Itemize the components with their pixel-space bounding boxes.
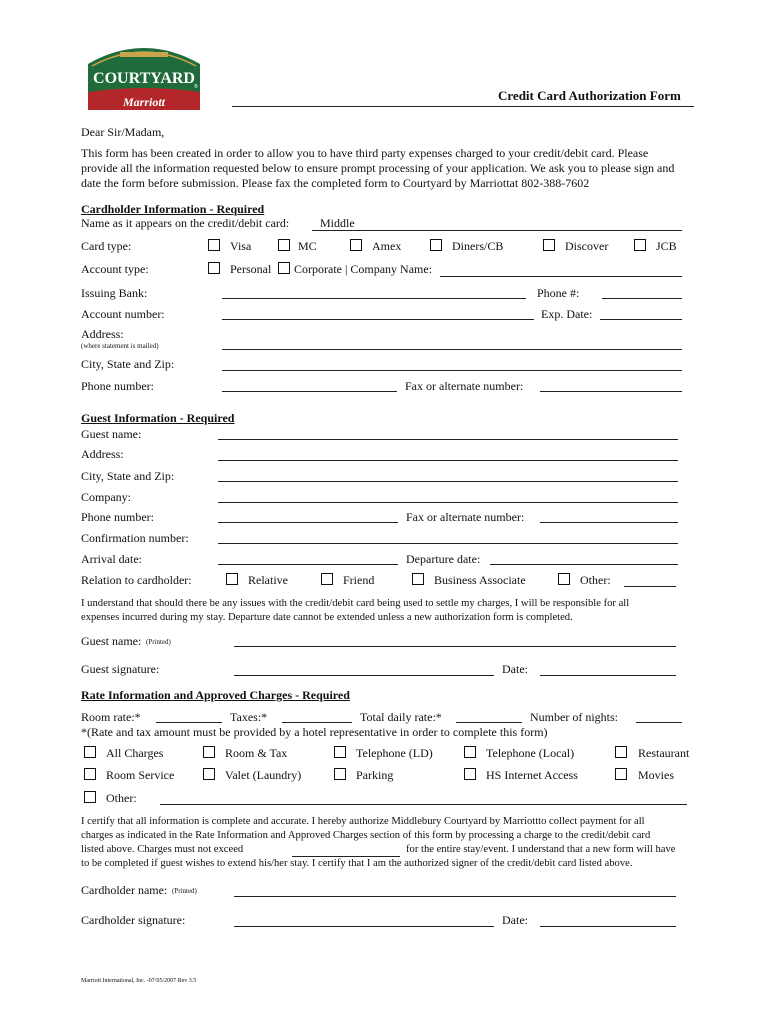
header-rule xyxy=(232,106,694,107)
room-rate-field[interactable] xyxy=(156,722,222,723)
arrival-field[interactable] xyxy=(218,564,398,565)
cardholder-date-label: Date: xyxy=(502,913,528,927)
cardholder-city-field[interactable] xyxy=(222,370,682,371)
certify-line4: to be completed if guest wishes to extend his/her stay. I certify that I am the authorized signer of the credit/debit card listed above. xyxy=(81,858,633,869)
cardholder-signature-label: Cardholder signature: xyxy=(81,913,186,927)
certify-line2: charges as indicated in the Rate Information and Approved Charges section of this form by processing a charge to the credit/debit card xyxy=(81,830,651,841)
certify-line3b: for the entire stay/event. I understand that a new form will have xyxy=(406,844,676,855)
charge-all-checkbox[interactable] xyxy=(84,746,96,758)
guest-fax-field[interactable] xyxy=(540,522,678,523)
cardholder-address-label: Address: xyxy=(81,327,124,341)
card-type-jcb-label: JCB xyxy=(656,239,677,253)
card-type-mc-checkbox[interactable] xyxy=(278,239,290,251)
relation-business-checkbox[interactable] xyxy=(412,573,424,585)
company-name-field[interactable] xyxy=(440,276,682,277)
guest-city-label: City, State and Zip: xyxy=(81,469,175,483)
account-type-label: Account type: xyxy=(81,262,149,276)
guest-company-field[interactable] xyxy=(218,502,678,503)
exp-date-label: Exp. Date: xyxy=(541,307,593,321)
guest-date-label: Date: xyxy=(502,662,528,676)
relation-label: Relation to cardholder: xyxy=(81,573,192,587)
charge-movies-label: Movies xyxy=(638,768,674,782)
relation-relative-label: Relative xyxy=(248,573,288,587)
cardholder-fax-label: Fax or alternate number: xyxy=(405,379,524,393)
card-type-discover-label: Discover xyxy=(565,239,609,253)
relation-business-label: Business Associate xyxy=(434,573,526,587)
guest-fax-label: Fax or alternate number: xyxy=(406,510,525,524)
cardholder-city-label: City, State and Zip: xyxy=(81,357,175,371)
guest-company-label: Company: xyxy=(81,490,131,504)
certify-line3a: listed above. Charges must not exceed xyxy=(81,844,244,855)
cardholder-fax-field[interactable] xyxy=(540,391,682,392)
guest-city-field[interactable] xyxy=(218,481,678,482)
guest-printed-name-label: Guest name: xyxy=(81,634,142,648)
relation-other-field[interactable] xyxy=(624,586,676,587)
nights-field[interactable] xyxy=(636,722,682,723)
cardholder-printed-name-label: Cardholder name: xyxy=(81,883,168,897)
guest-phone-field[interactable] xyxy=(218,522,398,523)
relation-friend-checkbox[interactable] xyxy=(321,573,333,585)
guest-name-label: Guest name: xyxy=(81,427,142,441)
charge-parking-label: Parking xyxy=(356,768,394,782)
understand-line2: expenses incurred during my stay. Departure date cannot be extended unless a new authorization form is completed. xyxy=(81,612,573,623)
room-rate-label: Room rate:* xyxy=(81,710,141,724)
charge-valet-checkbox[interactable] xyxy=(203,768,215,780)
svg-text:®: ® xyxy=(194,84,198,90)
charge-tel-local-label: Telephone (Local) xyxy=(486,746,575,760)
card-type-jcb-checkbox[interactable] xyxy=(634,239,646,251)
courtyard-marriott-logo xyxy=(84,38,204,112)
cardholder-phone-label: Phone number: xyxy=(81,379,154,393)
departure-label: Departure date: xyxy=(406,552,481,566)
charge-room-service-checkbox[interactable] xyxy=(84,768,96,780)
taxes-field[interactable] xyxy=(282,722,352,723)
cardholder-section-title: Cardholder Information - Required xyxy=(81,202,265,216)
nights-label: Number of nights: xyxy=(530,710,618,724)
total-rate-label: Total daily rate:* xyxy=(360,710,442,724)
card-type-visa-checkbox[interactable] xyxy=(208,239,220,251)
charge-room-service-label: Room Service xyxy=(106,768,175,782)
guest-section-title: Guest Information - Required xyxy=(81,411,235,425)
card-type-diners-checkbox[interactable] xyxy=(430,239,442,251)
relation-relative-checkbox[interactable] xyxy=(226,573,238,585)
guest-signature-label: Guest signature: xyxy=(81,662,160,676)
guest-address-label: Address: xyxy=(81,447,124,461)
intro-line2: provide all the information requested below to ensure prompt processing of your application. We ask you to please sign and xyxy=(81,161,675,175)
account-corporate-label: Corporate | Company Name: xyxy=(294,262,433,276)
confirmation-label: Confirmation number: xyxy=(81,531,189,545)
charge-tel-local-checkbox[interactable] xyxy=(464,746,476,758)
relation-friend-label: Friend xyxy=(343,573,375,587)
bank-phone-label: Phone #: xyxy=(537,286,580,300)
charge-movies-checkbox[interactable] xyxy=(615,768,627,780)
guest-printed-note: (Printed) xyxy=(146,638,171,646)
cardholder-signature-field[interactable] xyxy=(234,926,494,927)
charge-restaurant-label: Restaurant xyxy=(638,746,690,760)
arrival-label: Arrival date: xyxy=(81,552,142,566)
cardholder-name-middle: Middle xyxy=(320,216,355,230)
charge-parking-checkbox[interactable] xyxy=(334,768,346,780)
charge-all-label: All Charges xyxy=(106,746,164,760)
taxes-label: Taxes:* xyxy=(230,710,268,724)
cardholder-address-field[interactable] xyxy=(222,349,682,350)
total-rate-field[interactable] xyxy=(456,722,522,723)
charge-internet-label: HS Internet Access xyxy=(486,768,578,782)
relation-other-checkbox[interactable] xyxy=(558,573,570,585)
card-type-amex-checkbox[interactable] xyxy=(350,239,362,251)
rate-note: *(Rate and tax amount must be provided by a hotel representative in order to complete this form) xyxy=(81,725,548,739)
cardholder-name-label: Name as it appears on the credit/debit card: xyxy=(81,216,290,230)
charge-tel-ld-label: Telephone (LD) xyxy=(356,746,433,760)
guest-date-field[interactable] xyxy=(540,675,676,676)
cardholder-phone-field[interactable] xyxy=(222,391,397,392)
certify-line1: I certify that all information is complete and accurate. I hereby authorize Middlebury Courtyard by Marriottto collect payment for all xyxy=(81,816,645,827)
card-type-label: Card type: xyxy=(81,239,132,253)
account-corporate-checkbox[interactable] xyxy=(278,262,290,274)
issuing-bank-field[interactable] xyxy=(222,298,526,299)
logo-marriott-text: Marriott xyxy=(122,95,166,109)
understand-line1: I understand that should there be any issues with the credit/debit card being used to settle my charges, I will be responsible for all xyxy=(81,598,630,609)
relation-other-label: Other: xyxy=(580,573,611,587)
cardholder-name-field[interactable] xyxy=(312,230,682,231)
account-personal-checkbox[interactable] xyxy=(208,262,220,274)
card-type-discover-checkbox[interactable] xyxy=(543,239,555,251)
cardholder-printed-name-field[interactable] xyxy=(234,896,676,897)
intro-line3: date the form before submission. Please fax the completed form to Courtyard by Marriottat 802-388-7602 xyxy=(81,176,590,190)
account-number-label: Account number: xyxy=(81,307,165,321)
guest-printed-name-field[interactable] xyxy=(234,646,676,647)
logo-courtyard-text: COURTYARD xyxy=(93,70,195,87)
card-type-visa-label: Visa xyxy=(230,239,252,253)
bank-phone-field[interactable] xyxy=(602,298,682,299)
charge-room-tax-checkbox[interactable] xyxy=(203,746,215,758)
charge-tel-ld-checkbox[interactable] xyxy=(334,746,346,758)
guest-signature-field[interactable] xyxy=(234,675,494,676)
intro-line1: This form has been created in order to allow you to have third party expenses charged to your credit/debit card. Please xyxy=(81,146,649,160)
cardholder-printed-note: (Printed) xyxy=(172,887,197,895)
charge-limit-field[interactable] xyxy=(292,856,400,857)
card-type-mc-label: MC xyxy=(298,239,317,253)
cardholder-date-field[interactable] xyxy=(540,926,676,927)
charge-other-field[interactable] xyxy=(160,804,687,805)
exp-date-field[interactable] xyxy=(600,319,682,320)
form-title: Credit Card Authorization Form xyxy=(498,88,681,103)
account-personal-label: Personal xyxy=(230,262,272,276)
address-note: (where statement is mailed) xyxy=(81,342,159,350)
charge-other-label: Other: xyxy=(106,791,137,805)
footer-revision: Marriott International, Inc. -07/05/2007 Rev 3.5 xyxy=(81,978,197,984)
guest-address-field[interactable] xyxy=(218,460,678,461)
confirmation-field[interactable] xyxy=(218,543,678,544)
guest-phone-label: Phone number: xyxy=(81,510,154,524)
charge-valet-label: Valet (Laundry) xyxy=(225,768,302,782)
charge-room-tax-label: Room & Tax xyxy=(225,746,288,760)
card-type-diners-label: Diners/CB xyxy=(452,239,504,253)
rate-section-title: Rate Information and Approved Charges - Required xyxy=(81,688,350,702)
charge-restaurant-checkbox[interactable] xyxy=(615,746,627,758)
charge-internet-checkbox[interactable] xyxy=(464,768,476,780)
departure-field[interactable] xyxy=(490,564,678,565)
account-number-field[interactable] xyxy=(222,319,534,320)
charge-other-checkbox[interactable] xyxy=(84,791,96,803)
issuing-bank-label: Issuing Bank: xyxy=(81,286,148,300)
guest-name-field[interactable] xyxy=(218,439,678,440)
salutation: Dear Sir/Madam, xyxy=(81,125,165,139)
card-type-amex-label: Amex xyxy=(372,239,402,253)
